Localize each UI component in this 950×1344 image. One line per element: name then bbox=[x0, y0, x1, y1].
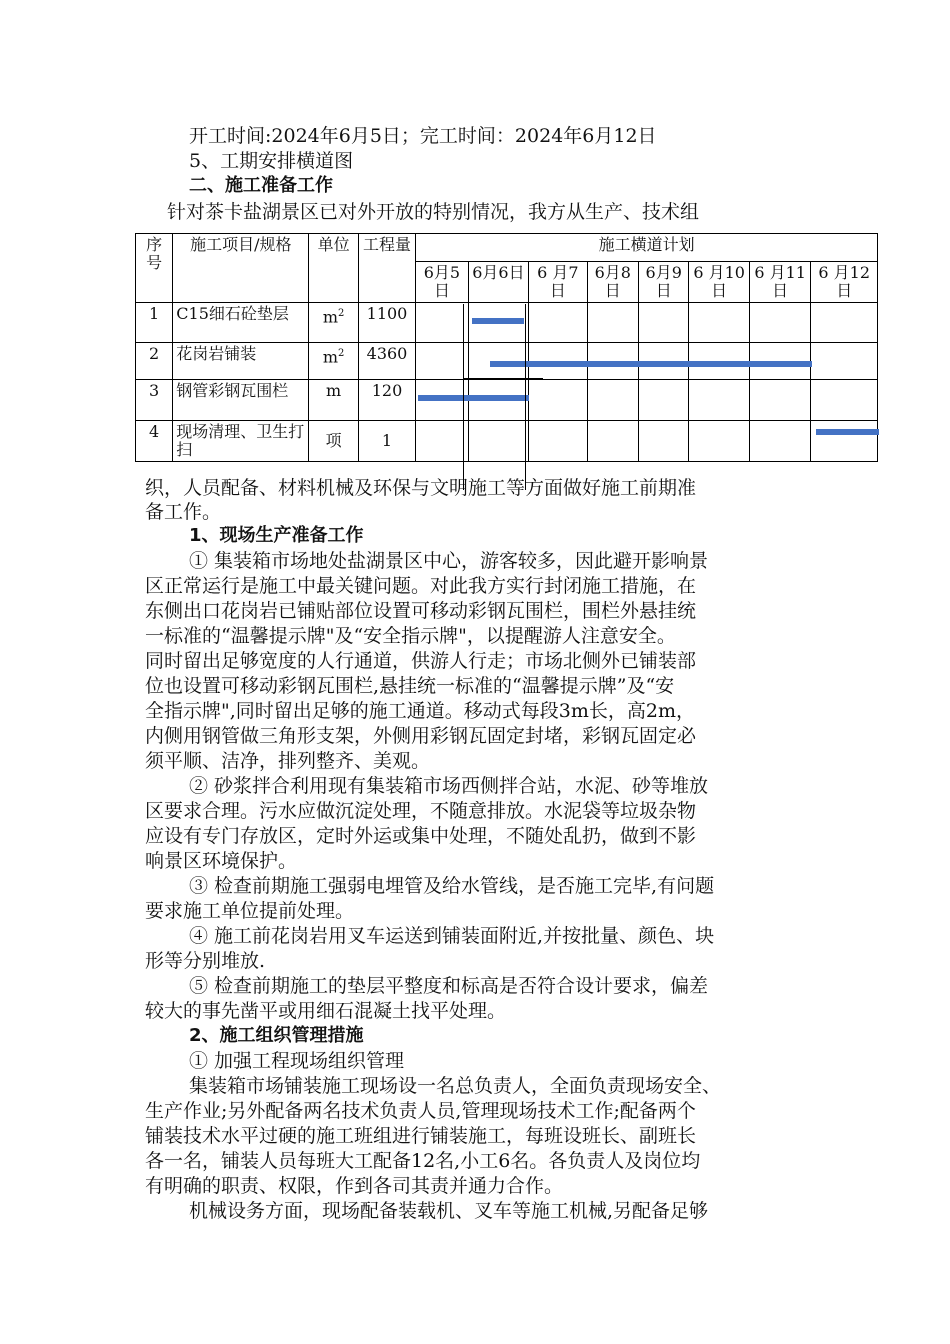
row-unit: $m^2$ bbox=[309, 303, 358, 343]
row-item: 花岗岩铺装 bbox=[173, 343, 309, 380]
paragraph-intro-start: 针对茶卡盐湖景区已对外开放的特别情况，我方从生产、技术组 bbox=[167, 201, 700, 223]
header-item: 施工项目/规格 bbox=[173, 234, 309, 303]
paragraph-intro-continued: 备工作。 bbox=[145, 501, 222, 523]
row-no: 4 bbox=[136, 421, 173, 462]
date-col: 6 月11日 bbox=[749, 262, 810, 303]
date-col: 6月6日 bbox=[468, 262, 528, 303]
paragraph-line: 响景区环境保护。 bbox=[145, 850, 298, 872]
row-qty: 1100 bbox=[358, 303, 415, 343]
header-qty: 工程量 bbox=[358, 234, 415, 303]
paragraph-line: 形等分别堆放. bbox=[145, 950, 266, 972]
row-qty: 120 bbox=[358, 380, 415, 421]
section-title-preparation: 二、施工准备工作 bbox=[189, 175, 333, 196]
row-no: 1 bbox=[136, 303, 173, 343]
header-plan: 施工横道计划 bbox=[416, 234, 878, 262]
table-row bbox=[136, 421, 878, 462]
paragraph-line: 区要求合理。污水应做沉淀处理，不随意排放。水泥袋等垃圾杂物 bbox=[145, 800, 697, 822]
paragraph-line: ③ 检查前期施工强弱电埋管及给水管线，是否施工完毕,有问题 bbox=[189, 875, 715, 897]
row-unit: m bbox=[309, 380, 358, 421]
heading-gantt: 5、工期安排横道图 bbox=[189, 150, 354, 172]
paragraph-line: 须平顺、洁净，排列整齐、美观。 bbox=[145, 750, 431, 772]
paragraph-line: 东侧出口花岗岩已铺贴部位设置可移动彩钢瓦围栏，围栏外悬挂统 bbox=[145, 600, 697, 622]
date-col: 6 月12日 bbox=[811, 262, 878, 303]
paragraph-line: 一标准的“温馨提示牌"及“安全指示牌"，以提醒游人注意安全。 bbox=[145, 625, 676, 647]
row-qty: 4360 bbox=[358, 343, 415, 380]
date-col: 6月9日 bbox=[639, 262, 689, 303]
aux-line bbox=[463, 378, 543, 379]
date-col: 6月8日 bbox=[587, 262, 638, 303]
row-unit: $m^2$ bbox=[309, 343, 358, 380]
date-col: 6 月10日 bbox=[689, 262, 749, 303]
paragraph-line: 要求施工单位提前处理。 bbox=[145, 900, 355, 922]
date-col: 6 月7日 bbox=[529, 262, 587, 303]
paragraph-line: 机械设务方面，现场配备装载机、叉车等施工机械,另配备足够 bbox=[189, 1200, 709, 1222]
paragraph-line: 内侧用钢管做三角形支架，外侧用彩钢瓦固定封堵，彩钢瓦固定必 bbox=[145, 725, 697, 747]
sub-title-management: 2、施工组织管理措施 bbox=[189, 1025, 364, 1046]
row-qty: 1 bbox=[358, 421, 415, 462]
header-no: 序号 bbox=[136, 234, 173, 303]
gantt-bar-granite bbox=[490, 361, 812, 367]
aux-line bbox=[525, 304, 526, 490]
paragraph-line: 生产作业;另外配备两名技术负责人员,管理现场技术工作;配备两个 bbox=[145, 1100, 696, 1122]
gantt-bar-cushion bbox=[472, 318, 524, 324]
paragraph-line: 同时留出足够宽度的人行通道，供游人行走；市场北侧外已铺装部 bbox=[145, 650, 697, 672]
sub-title-production: 1、现场生产准备工作 bbox=[189, 525, 364, 546]
row-item: 钢管彩钢瓦围栏 bbox=[173, 380, 309, 421]
aux-line bbox=[463, 304, 464, 490]
paragraph-line: ① 加强工程现场组织管理 bbox=[189, 1050, 405, 1072]
paragraph-line: 较大的事先凿平或用细石混凝土找平处理。 bbox=[145, 1000, 507, 1022]
paragraph-line: ⑤ 检查前期施工的垫层平整度和标高是否符合设计要求，偏差 bbox=[189, 975, 709, 997]
row-no: 2 bbox=[136, 343, 173, 380]
row-unit: 项 bbox=[309, 421, 358, 462]
row-item: 现场清理、卫生打扫 bbox=[173, 421, 309, 462]
paragraph-line: ④ 施工前花岗岩用叉车运送到铺装面附近,并按批量、颜色、块 bbox=[189, 925, 715, 947]
paragraph-intro-continued: 织，人员配备、材料机械及环保与文明施工等方面做好施工前期准 bbox=[145, 477, 697, 499]
date-col: 6月5日 bbox=[416, 262, 468, 303]
header-unit: 单位 bbox=[309, 234, 358, 303]
paragraph-line: 有明确的职责、权限，作到各司其责并通力合作。 bbox=[145, 1175, 564, 1197]
paragraph-line: 区正常运行是施工中最关键问题。对此我方实行封闭施工措施，在 bbox=[145, 575, 697, 597]
gantt-bar-fence bbox=[418, 395, 529, 401]
row-item: C15细石砼垫层 bbox=[173, 303, 309, 343]
paragraph-line: 全指示牌",同时留出足够的施工通道。移动式每段3m长，高2m， bbox=[145, 700, 695, 722]
gantt-bar-cleanup bbox=[816, 429, 879, 435]
paragraph-line: ① 集装箱市场地处盐湖景区中心，游客较多，因此避开影响景 bbox=[189, 550, 709, 572]
paragraph-line: 铺装技术水平过硬的施工班组进行铺装施工，每班设班长、副班长 bbox=[145, 1125, 697, 1147]
paragraph-line: 各一名，铺装人员每班大工配备12名,小工6名。各负责人及岗位均 bbox=[145, 1150, 701, 1172]
gantt-table bbox=[135, 233, 878, 462]
paragraph-line: ② 砂浆拌合利用现有集装箱市场西侧拌合站，水泥、砂等堆放 bbox=[189, 775, 709, 797]
paragraph-line: 位也设置可移动彩钢瓦围栏,悬挂统一标准的“温馨提示牌”及“安 bbox=[145, 675, 675, 697]
row-no: 3 bbox=[136, 380, 173, 421]
schedule-line: 开工时间:2024年6月5日；完工时间：2024年6月12日 bbox=[189, 125, 657, 147]
paragraph-line: 集装箱市场铺装施工现场设一名总负责人，全面负责现场安全、 bbox=[189, 1075, 722, 1097]
paragraph-line: 应设有专门存放区，定时外运或集中处理，不随处乱扔，做到不影 bbox=[145, 825, 697, 847]
